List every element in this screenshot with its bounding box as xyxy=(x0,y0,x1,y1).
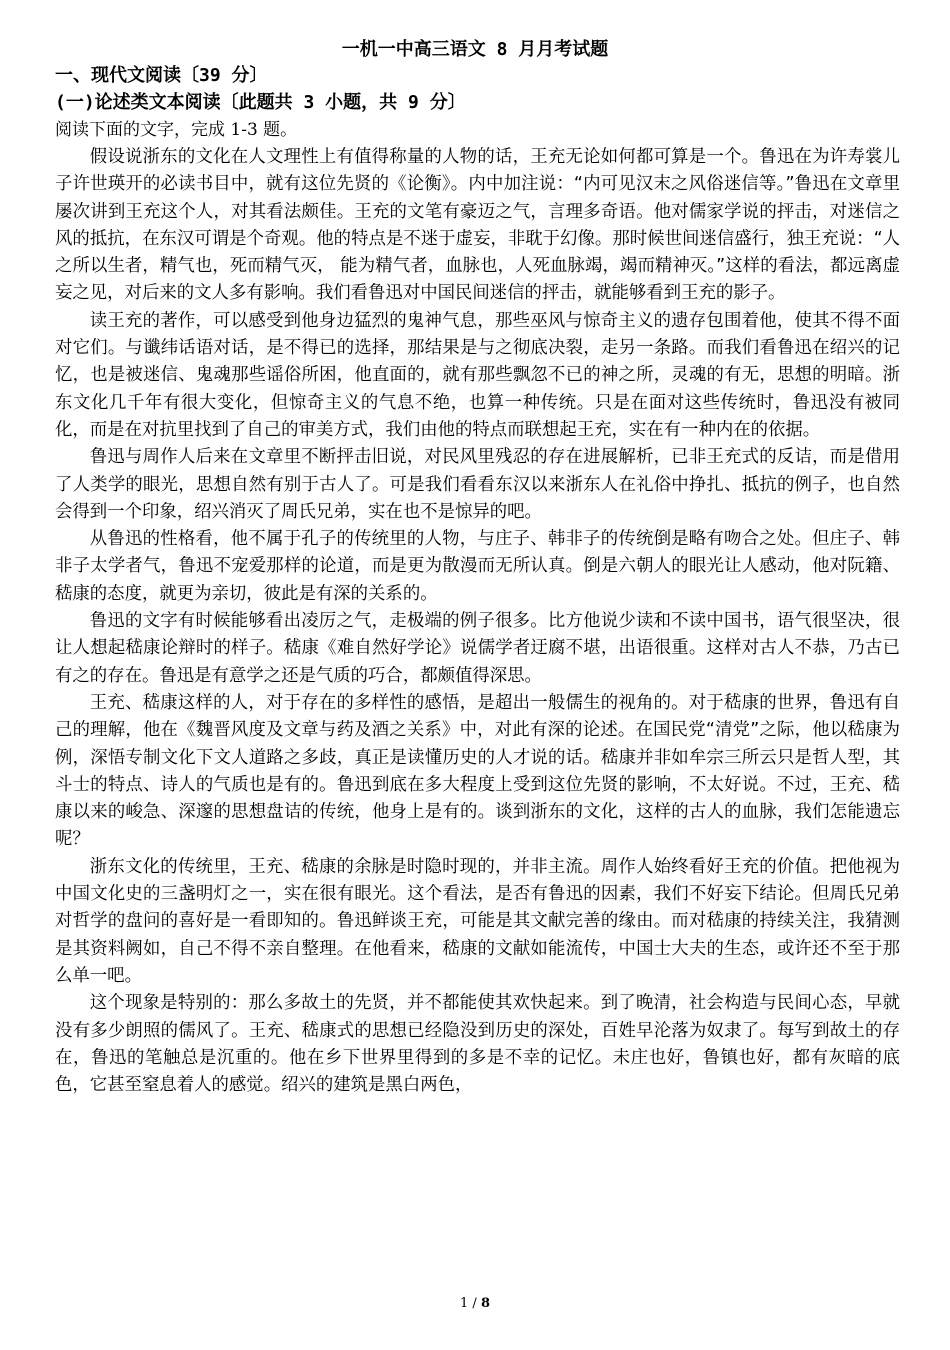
passage-paragraph-3: 鲁迅与周作人后来在文章里不断抨击旧说，对民风里残忍的存在进展解析，已非王充式的反诘，而是借用了人类学的眼光，思想自然有别于古人了。可是我们看看东汉以来浙东人在礼俗中挣扎、抵抗的例子，也自然会得到一个印象，绍兴消灭了周氏兄弟，实在也不是惊异的吧。 xyxy=(55,447,900,522)
passage-paragraph-5: 鲁迅的文字有时候能够看出凌厉之气，走极端的例子很多。比方他说少读和不读中国书，语气很坚决，很让人想起嵇康论辩时的样子。嵇康《难自然好学论》说儒学者迂腐不堪，出语很重。这样对古人不恭，乃古已有之的存在。鲁迅是有意学之还是气质的巧合，都颇值得深思。 xyxy=(55,611,900,686)
exam-title: 一机一中高三语文 8 月月考试题 xyxy=(341,39,609,60)
reading-passage xyxy=(55,144,900,1099)
page-total: 8 xyxy=(480,1296,490,1311)
page-current: 1 xyxy=(460,1296,469,1311)
page-number xyxy=(0,1296,950,1312)
passage-paragraph-8: 这个现象是特别的：那么多故土的先贤，并不都能使其欢快起来。到了晚清，社会构造与民间心态，早就没有多少朗照的儒风了。王充、嵇康式的思想已经隐没到历史的深处，百姓早沦落为奴隶了。每写到故土的存在，鲁迅的笔触总是沉重的。他在乡下世界里得到的多是不幸的记忆。未庄也好，鲁镇也好，都有灰暗的底色，它甚至窒息着人的感觉。绍兴的建筑是黑白两色， xyxy=(55,993,900,1096)
subsection-heading: (一)论述类文本阅读〔此题共 3 小题，共 9 分〕 xyxy=(55,92,466,113)
section-heading: 一、现代文阅读〔39 分〕 xyxy=(55,65,268,86)
passage-paragraph-4: 从鲁迅的性格看，他不属于孔子的传统里的人物，与庄子、韩非子的传统倒是略有吻合之处。但庄子、韩非子太学者气，鲁迅不宠爱那样的论道，而是更为散漫而无所认真。倒是六朝人的眼光让人感动，他对阮籍、嵇康的态度，就更为亲切，彼此是有深的关系的。 xyxy=(55,529,900,604)
passage-paragraph-2: 读王充的著作，可以感受到他身边猛烈的鬼神气息，那些巫风与惊奇主义的遗存包围着他，使其不得不面对它们。与谶纬话语对话，是不得已的选择，那结果是与之彻底决裂，走另一条路。而我们看鲁迅在绍兴的记忆，也是被迷信、鬼魂那些谣俗所困，他直面的，就有那些飘忽不已的神之所，灵魂的有无，思想的明暗。浙东文化几千年有很大变化，但惊奇主义的气息不绝，也算一种传统。只是在面对这些传统时，鲁迅没有被同化，而是在对抗里找到了自己的审美方式，我们由他的特点而联想起王充，实在有一种内在的依据。 xyxy=(55,310,900,440)
passage-paragraph-6: 王充、嵇康这样的人，对于存在的多样性的感悟，是超出一般儒生的视角的。对于嵇康的世界，鲁迅有自己的理解，他在《魏晋风度及文章与药及酒之关系》中，对此有深的论述。在国民党“清党”之际，他以嵇康为例，深悟专制文化下文人道路之多歧，真正是读懂历史的人才说的话。嵇康并非如牟宗三所云只是哲人型，其斗士的特点、诗人的气质也是有的。鲁迅到底在多大程度上受到这位先贤的影响，不太好说。不过，王充、嵇康以来的峻急、深邃的思想盘诘的传统，他身上是有的。谈到浙东的文化，这样的古人的血脉，我们怎能遗忘呢？ xyxy=(55,692,900,850)
passage-paragraph-1: 假设说浙东的文化在人文理性上有值得称量的人物的话，王充无论如何都可算是一个。鲁迅在为许寿裳儿子许世瑛开的必读书目中，就有这位先贤的《论衡》。内中加注说：“内可见汉末之风俗迷信等。”鲁迅在文章里屡次讲到王充这个人，对其看法颇佳。王充的文笔有豪迈之气，言理多奇语。他对儒家学说的抨击，对迷信之风的抵抗，在东汉可谓是个奇观。他的特点是不迷于虚妄，非耽于幻像。那时候世间迷信盛行，独王充说：“人之所以生者，精气也，死而精气灭， 能为精气者，血脉也，人死血脉竭，竭而精神灭。”这样的看法，都远离虚妄之见，对后来的文人多有影响。我们看鲁迅对中国民间迷信的抨击，就能够看到王充的影子。 xyxy=(55,147,900,304)
page-separator: / xyxy=(468,1296,481,1311)
passage-paragraph-7: 浙东文化的传统里，王充、嵇康的余脉是时隐时现的，并非主流。周作人始终看好王充的价值。把他视为中国文化史的三盏明灯之一，实在很有眼光。这个看法，是否有鲁迅的因素，我们不好妄下结论。但周氏兄弟对哲学的盘问的喜好是一看即知的。鲁迅鲜谈王充，可能是其文献完善的缘由。而对嵇康的持续关注，我猜测是其资料阙如，自己不得不亲自整理。在他看来，嵇康的文献如能流传，中国士大夫的生态，或许还不至于那么单一吧。 xyxy=(55,856,900,986)
reading-instruction: 阅读下面的文字，完成 1-3 题。 xyxy=(55,120,298,140)
